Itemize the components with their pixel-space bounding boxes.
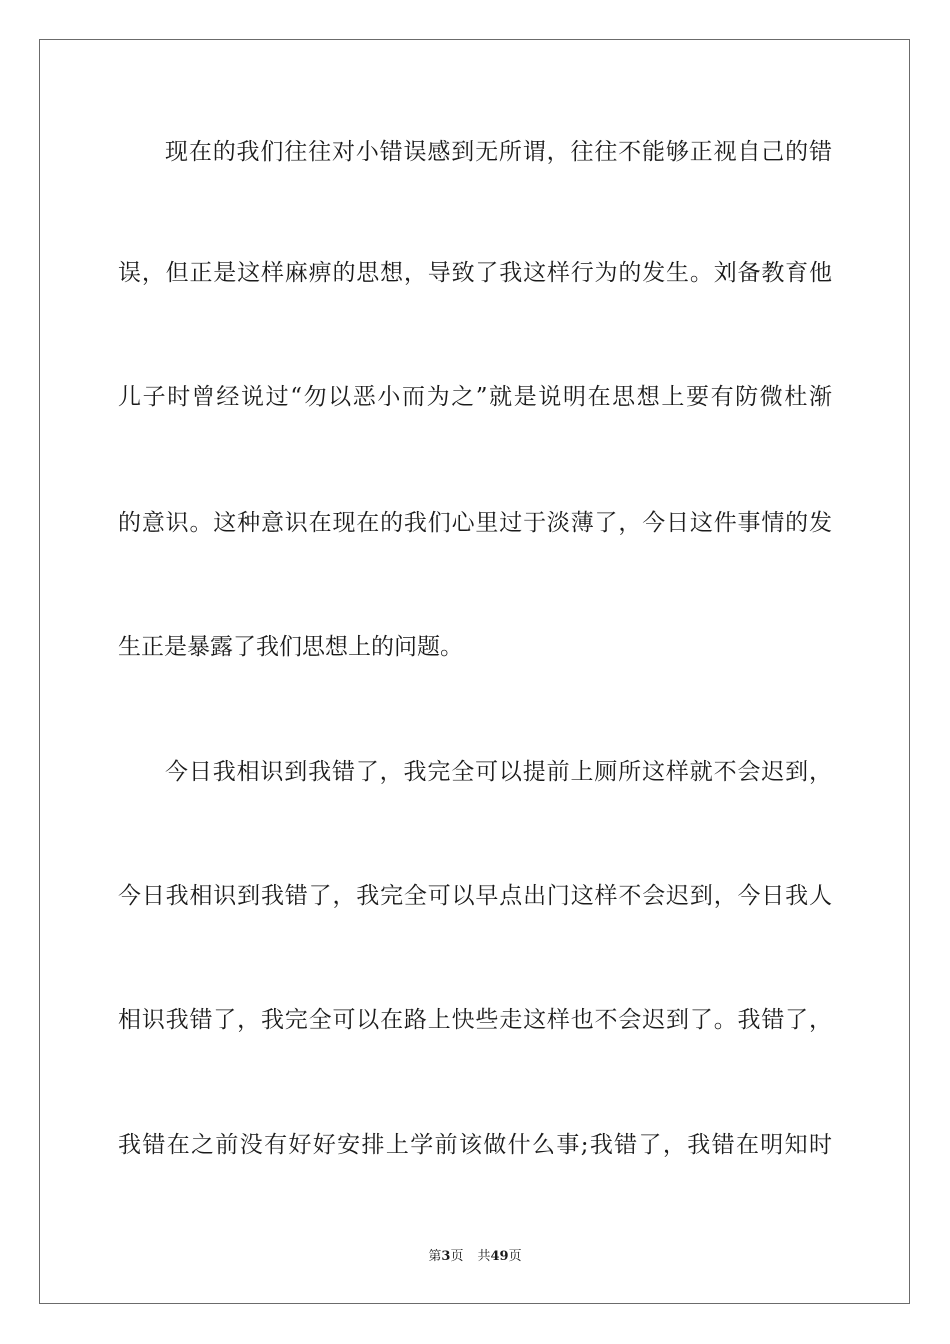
text-line: 相识我错了，我完全可以在路上快些走这样也不会迟到了。我错了， [118, 1007, 832, 1033]
total-pages: 49 [490, 1249, 509, 1264]
page-label-suffix: 页 [450, 1249, 464, 1264]
text-line: 儿子时曾经说过“勿以恶小而为之”就是说明在思想上要有防微杜渐 [118, 384, 832, 410]
page-border [39, 39, 910, 1304]
page-label-prefix: 第 [428, 1249, 442, 1264]
page-number: 3 [441, 1249, 451, 1264]
text-line: 的意识。这种意识在现在的我们心里过于淡薄了，今日这件事情的发 [118, 510, 832, 536]
text-line: 今日我相识到我错了，我完全可以早点出门这样不会迟到，今日我人 [118, 883, 832, 909]
total-label-suffix: 页 [508, 1249, 522, 1264]
text-line: 现在的我们往往对小错误感到无所谓，往往不能够正视自己的错 [165, 139, 832, 165]
page-footer [0, 1248, 950, 1266]
text-line: 我错在之前没有好好安排上学前该做什么事;我错了，我错在明知时 [118, 1132, 832, 1158]
total-label-prefix: 共 [477, 1249, 491, 1264]
text-line: 误，但正是这样麻痹的思想，导致了我这样行为的发生。刘备教育他 [118, 260, 832, 286]
text-line: 生正是暴露了我们思想上的问题。 [118, 634, 463, 660]
text-line: 今日我相识到我错了，我完全可以提前上厕所这样就不会迟到， [165, 759, 832, 785]
